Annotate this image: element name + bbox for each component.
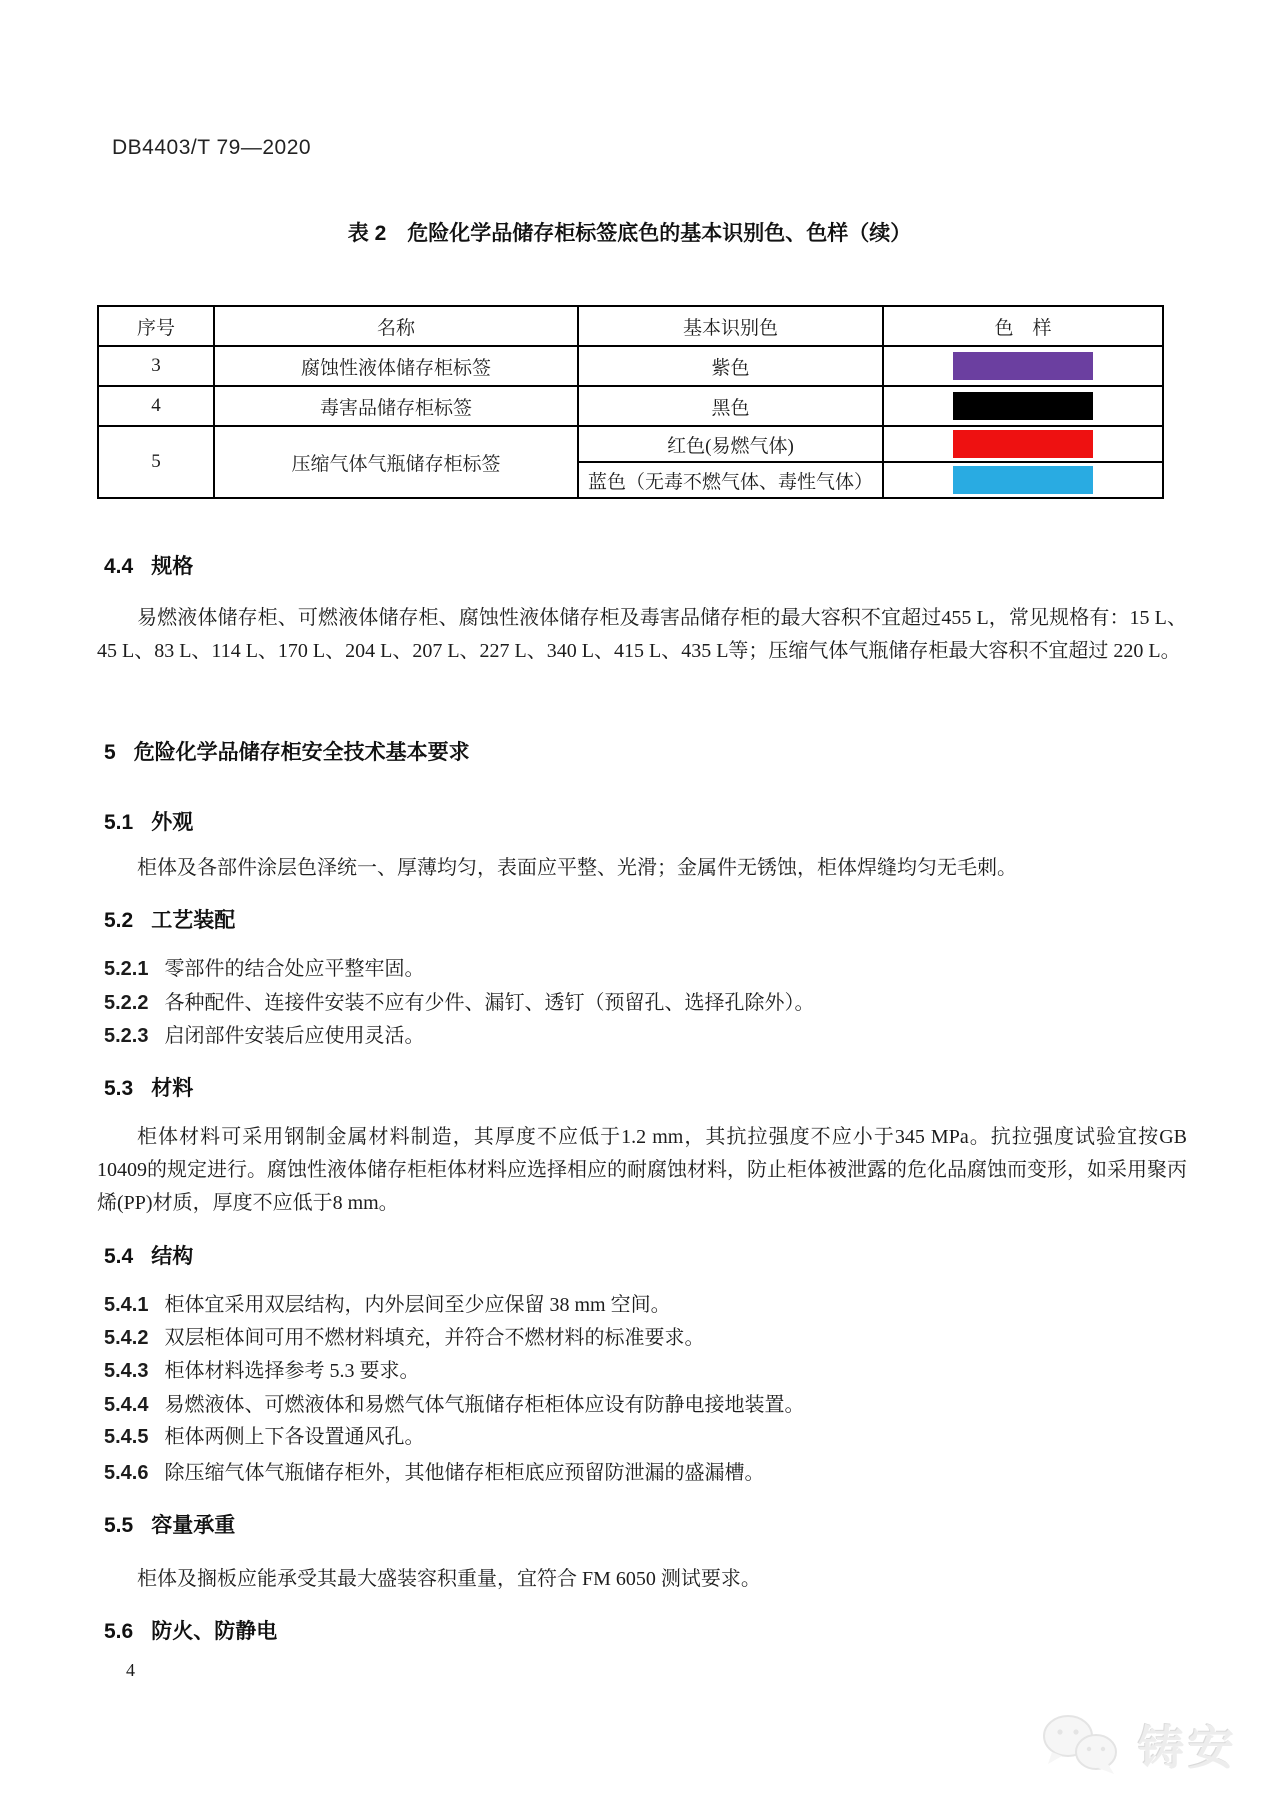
clause-number: 5.4.5 xyxy=(104,1426,149,1448)
color-swatch-blue xyxy=(953,466,1093,494)
section-title: 危险化学品储存柜安全技术基本要求 xyxy=(133,741,470,764)
header-basic-color: 基本识别色 xyxy=(578,306,883,346)
section-title: 外观 xyxy=(151,811,194,834)
color-swatch-purple xyxy=(953,352,1093,380)
wechat-icon xyxy=(1038,1712,1124,1778)
section-heading-5-4 xyxy=(104,1240,193,1270)
table-title: 表 2 危险化学品储存柜标签底色的基本识别色、色样（续） xyxy=(347,222,912,245)
document-code: DB4403/T 79—2020 xyxy=(112,136,312,159)
header-sample: 色 样 xyxy=(883,306,1163,346)
color-swatch-red xyxy=(953,430,1093,458)
section-number: 5.6 xyxy=(104,1620,134,1643)
section-number: 5.4 xyxy=(104,1245,134,1268)
clause-5-4-1 xyxy=(104,1292,1187,1318)
clause-text: 双层柜体间可用不燃材料填充，并符合不燃材料的标准要求。 xyxy=(164,1327,705,1349)
section-title: 材料 xyxy=(151,1077,194,1100)
clause-number: 5.4.1 xyxy=(104,1294,149,1316)
clause-5-2-2 xyxy=(104,990,1187,1016)
clause-number: 5.4.4 xyxy=(104,1394,149,1416)
section-title: 容量承重 xyxy=(151,1514,236,1537)
row-sample-cell xyxy=(883,426,1163,462)
row-basic-color: 紫色 xyxy=(578,346,883,386)
section-4-4-paragraph: 易燃液体储存柜、可燃液体储存柜、腐蚀性液体储存柜及毒害品储存柜的最大容积不宜超过455 L，常见规格有：15 L、45 L、83 L、114 L、170 L、204 L、207 L、227 L、340 L、415 L、435 L等；压缩气体气瓶储存柜最大容积不宜超过 220 L。 xyxy=(97,607,1187,662)
page-number: 4 xyxy=(126,1660,135,1680)
section-title: 防火、防静电 xyxy=(151,1620,278,1643)
clause-text: 启闭部件安装后应使用灵活。 xyxy=(164,1025,425,1047)
row-basic-color: 蓝色（无毒不燃气体、毒性气体） xyxy=(578,462,883,498)
section-heading-5-1 xyxy=(104,806,193,836)
section-heading-5-3 xyxy=(104,1072,193,1102)
section-number: 5.1 xyxy=(104,811,134,834)
section-number: 5.3 xyxy=(104,1077,134,1100)
row-basic-color: 红色(易燃气体) xyxy=(578,426,883,462)
row-name: 腐蚀性液体储存柜标签 xyxy=(214,346,578,386)
clause-5-2-3 xyxy=(104,1023,1187,1049)
clause-text: 各种配件、连接件安装不应有少件、漏钉、透钉（预留孔、选择孔除外）。 xyxy=(164,992,815,1014)
clause-text: 柜体宜采用双层结构，内外层间至少应保留 38 mm 空间。 xyxy=(164,1294,671,1316)
section-number: 5.2 xyxy=(104,909,134,932)
color-spec-table xyxy=(97,305,1164,499)
row-no: 4 xyxy=(98,386,214,426)
watermark xyxy=(1038,1712,1238,1778)
watermark-text: 铸安 xyxy=(1138,1722,1238,1774)
color-swatch-black xyxy=(953,392,1093,420)
row-no: 3 xyxy=(98,346,214,386)
section-title: 规格 xyxy=(151,555,194,578)
clause-number: 5.4.3 xyxy=(104,1360,149,1382)
header-name: 名称 xyxy=(214,306,578,346)
table-row xyxy=(98,426,1163,462)
row-name: 毒害品储存柜标签 xyxy=(214,386,578,426)
section-heading-5-5 xyxy=(104,1509,235,1539)
clause-text: 除压缩气体气瓶储存柜外，其他储存柜柜底应预留防泄漏的盛漏槽。 xyxy=(164,1462,765,1484)
table-header-row xyxy=(98,306,1163,346)
section-title: 工艺装配 xyxy=(151,909,236,932)
clause-text: 柜体材料选择参考 5.3 要求。 xyxy=(164,1360,420,1382)
section-5-1-paragraph: 柜体及各部件涂层色泽统一、厚薄均匀，表面应平整、光滑；金属件无锈蚀，柜体焊缝均匀无毛刺。 xyxy=(137,857,1017,879)
section-5-3-paragraph: 柜体材料可采用钢制金属材料制造，其厚度不应低于1.2 mm，其抗拉强度不应小于345 MPa。抗拉强度试验宜按GB 10409的规定进行。腐蚀性液体储存柜柜体材料应选择相应的耐腐蚀材料，防止柜体被泄露的危化品腐蚀而变形，如采用聚丙烯(PP)材质，厚度不应低于8 mm。 xyxy=(97,1126,1187,1214)
clause-number: 5.2.3 xyxy=(104,1025,149,1047)
section-heading-5 xyxy=(104,736,470,766)
clause-text: 柜体两侧上下各设置通风孔。 xyxy=(164,1426,425,1448)
clause-number: 5.2.2 xyxy=(104,992,149,1014)
section-number: 5 xyxy=(104,741,116,764)
row-name: 压缩气体气瓶储存柜标签 xyxy=(214,426,578,498)
section-heading-4-4 xyxy=(104,550,193,580)
clause-number: 5.2.1 xyxy=(104,958,149,980)
row-no: 5 xyxy=(98,426,214,498)
row-basic-color: 黑色 xyxy=(578,386,883,426)
clause-text: 易燃液体、可燃液体和易燃气体气瓶储存柜柜体应设有防静电接地装置。 xyxy=(164,1394,805,1416)
clause-text: 零部件的结合处应平整牢固。 xyxy=(164,958,425,980)
table-row xyxy=(98,346,1163,386)
clause-5-4-5 xyxy=(104,1424,1187,1450)
clause-number: 5.4.2 xyxy=(104,1327,149,1349)
clause-5-4-6 xyxy=(104,1460,1187,1486)
row-sample-cell xyxy=(883,462,1163,498)
section-number: 5.5 xyxy=(104,1514,134,1537)
section-5-5-paragraph: 柜体及搁板应能承受其最大盛装容积重量，宜符合 FM 6050 测试要求。 xyxy=(137,1568,761,1590)
section-heading-5-6 xyxy=(104,1615,277,1645)
header-no: 序号 xyxy=(98,306,214,346)
clause-5-4-3 xyxy=(104,1358,1187,1384)
section-number: 4.4 xyxy=(104,555,134,578)
table-row xyxy=(98,386,1163,426)
section-title: 结构 xyxy=(151,1245,194,1268)
section-heading-5-2 xyxy=(104,904,235,934)
clause-5-2-1 xyxy=(104,956,1187,982)
clause-number: 5.4.6 xyxy=(104,1462,149,1484)
clause-5-4-2 xyxy=(104,1325,1187,1351)
clause-5-4-4 xyxy=(104,1392,1187,1418)
row-sample-cell xyxy=(883,386,1163,426)
row-sample-cell xyxy=(883,346,1163,386)
